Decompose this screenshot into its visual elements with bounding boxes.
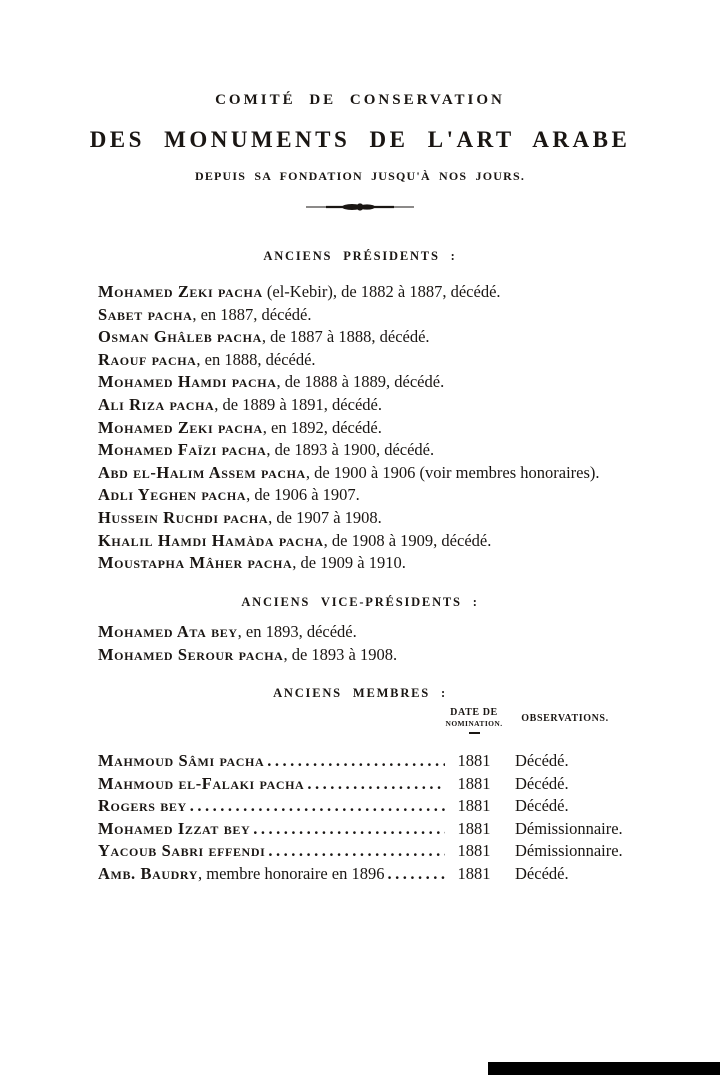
entry-detail: , de 1889 à 1891, décédé. <box>214 394 382 414</box>
person-name: Mohamed Faïzi pacha <box>98 440 267 460</box>
column-header-line1: DATE DE <box>450 707 498 718</box>
president-entry <box>98 371 660 394</box>
table-row <box>98 841 665 864</box>
president-entry <box>98 439 660 462</box>
president-entry <box>98 484 660 507</box>
dot-leader <box>268 841 445 861</box>
person-name: Adli Yeghen pacha <box>98 485 247 505</box>
members-table <box>98 751 665 887</box>
presidents-list <box>98 281 660 575</box>
observation: Décédé. <box>515 773 569 793</box>
dot-leader <box>253 819 445 839</box>
person-name: Mohamed Izzat bey <box>98 818 251 838</box>
entry-detail: , de 1888 à 1889, décédé. <box>276 372 445 392</box>
observation: Démissionnaire. <box>515 841 623 861</box>
entry-detail: , en 1893, décédé. <box>237 622 357 641</box>
entry-detail: , en 1888, décédé. <box>196 349 316 369</box>
person-name: Moustapha Mâher pacha <box>98 553 293 573</box>
person-name: Yacoub Sabri effendi <box>98 841 266 861</box>
vice-presidents-list <box>98 621 660 666</box>
observation: Décédé. <box>515 751 569 770</box>
section-heading-anciens-vice-presidents: ANCIENS VICE-PRÉSIDENTS : <box>241 595 479 609</box>
dot-leader <box>307 774 445 794</box>
nomination-date: 1881 <box>457 841 491 861</box>
table-row <box>98 819 665 842</box>
president-entry <box>98 349 660 372</box>
entry-detail: , de 1909 à 1910. <box>292 553 406 573</box>
scan-artifact-bar <box>488 1062 720 1075</box>
person-name: Hussein Ruchdi pacha <box>98 507 269 527</box>
section-heading-anciens-presidents: ANCIENS PRÉSIDENTS : <box>263 249 457 263</box>
nomination-date: 1881 <box>457 863 491 883</box>
nomination-date: 1881 <box>457 818 491 838</box>
person-name: Amb. Baudry <box>98 863 199 883</box>
nomination-date: 1881 <box>457 796 491 816</box>
president-entry <box>98 507 660 530</box>
person-name: Mohamed Serour pacha <box>98 644 284 664</box>
table-row <box>98 751 665 774</box>
person-name: Mohamed Ata bey <box>98 622 238 641</box>
vice-president-entry <box>98 644 660 667</box>
entry-detail: , de 1906 à 1907. <box>246 485 360 505</box>
president-entry <box>98 530 660 553</box>
person-name: Mahmoud el-Falaki pacha <box>98 773 305 793</box>
president-entry <box>98 417 660 440</box>
column-header-rule <box>469 732 480 734</box>
observation: Décédé. <box>515 863 569 883</box>
entry-detail: , de 1900 à 1906 (voir membres honoraires). <box>305 462 600 482</box>
nomination-date: 1881 <box>457 751 491 770</box>
committee-subtitle: DEPUIS SA FONDATION JUSQU'À NOS JOURS. <box>194 169 526 183</box>
person-name: Abd el-Halim Assem pacha <box>98 462 306 482</box>
table-row <box>98 774 665 797</box>
president-entry <box>98 326 660 349</box>
section-heading-anciens-membres: ANCIENS MEMBRES : <box>273 686 447 700</box>
dot-leader <box>388 864 446 884</box>
person-name: Mohamed Hamdi pacha <box>98 372 277 392</box>
column-header-observations: OBSERVATIONS. <box>521 713 609 724</box>
dot-leader <box>267 751 445 771</box>
person-name: Mohamed Zeki pacha <box>98 417 263 437</box>
person-name: Mahmoud Sâmi pacha <box>98 751 265 770</box>
president-entry <box>98 552 660 575</box>
entry-detail: , membre honoraire en 1896 <box>198 863 385 883</box>
person-name: Ali Riza pacha <box>98 394 215 414</box>
entry-detail: , de 1907 à 1908. <box>268 507 382 527</box>
dot-leader <box>190 796 445 816</box>
observation: Démissionnaire. <box>515 818 623 838</box>
president-entry <box>98 304 660 327</box>
nomination-date: 1881 <box>457 773 491 793</box>
person-name: Raouf pacha <box>98 349 197 369</box>
divider-ornament <box>0 200 720 218</box>
president-entry <box>98 281 660 304</box>
entry-detail: , de 1908 à 1909, décédé. <box>323 530 492 550</box>
entry-detail: , en 1892, décédé. <box>262 417 382 437</box>
table-row <box>98 796 665 819</box>
president-entry <box>98 394 660 417</box>
entry-detail: (el-Kebir), de 1882 à 1887, décédé. <box>262 282 501 301</box>
entry-detail: , de 1893 à 1908. <box>283 644 398 664</box>
person-name: Khalil Hamdi Hamàda pacha <box>98 530 324 550</box>
person-name: Mohamed Zeki pacha <box>98 282 263 301</box>
entry-detail: , en 1887, décédé. <box>192 304 312 324</box>
president-entry <box>98 462 660 485</box>
person-name: Rogers bey <box>98 796 187 816</box>
committee-title-line1: COMITÉ DE CONSERVATION <box>215 92 505 108</box>
tapered-rule-icon <box>304 201 416 213</box>
entry-detail: , de 1887 à 1888, décédé. <box>261 327 430 347</box>
person-name: Sabet pacha <box>98 304 193 324</box>
column-header-line2: NOMINATION. <box>445 719 503 728</box>
committee-title-line2: DES MONUMENTS DE L'ART ARABE <box>89 127 631 152</box>
entry-detail: , de 1893 à 1900, décédé. <box>266 440 435 460</box>
person-name: Osman Ghâleb pacha <box>98 327 262 347</box>
observation: Décédé. <box>515 796 569 816</box>
vice-president-entry <box>98 621 660 644</box>
table-row <box>98 864 665 887</box>
